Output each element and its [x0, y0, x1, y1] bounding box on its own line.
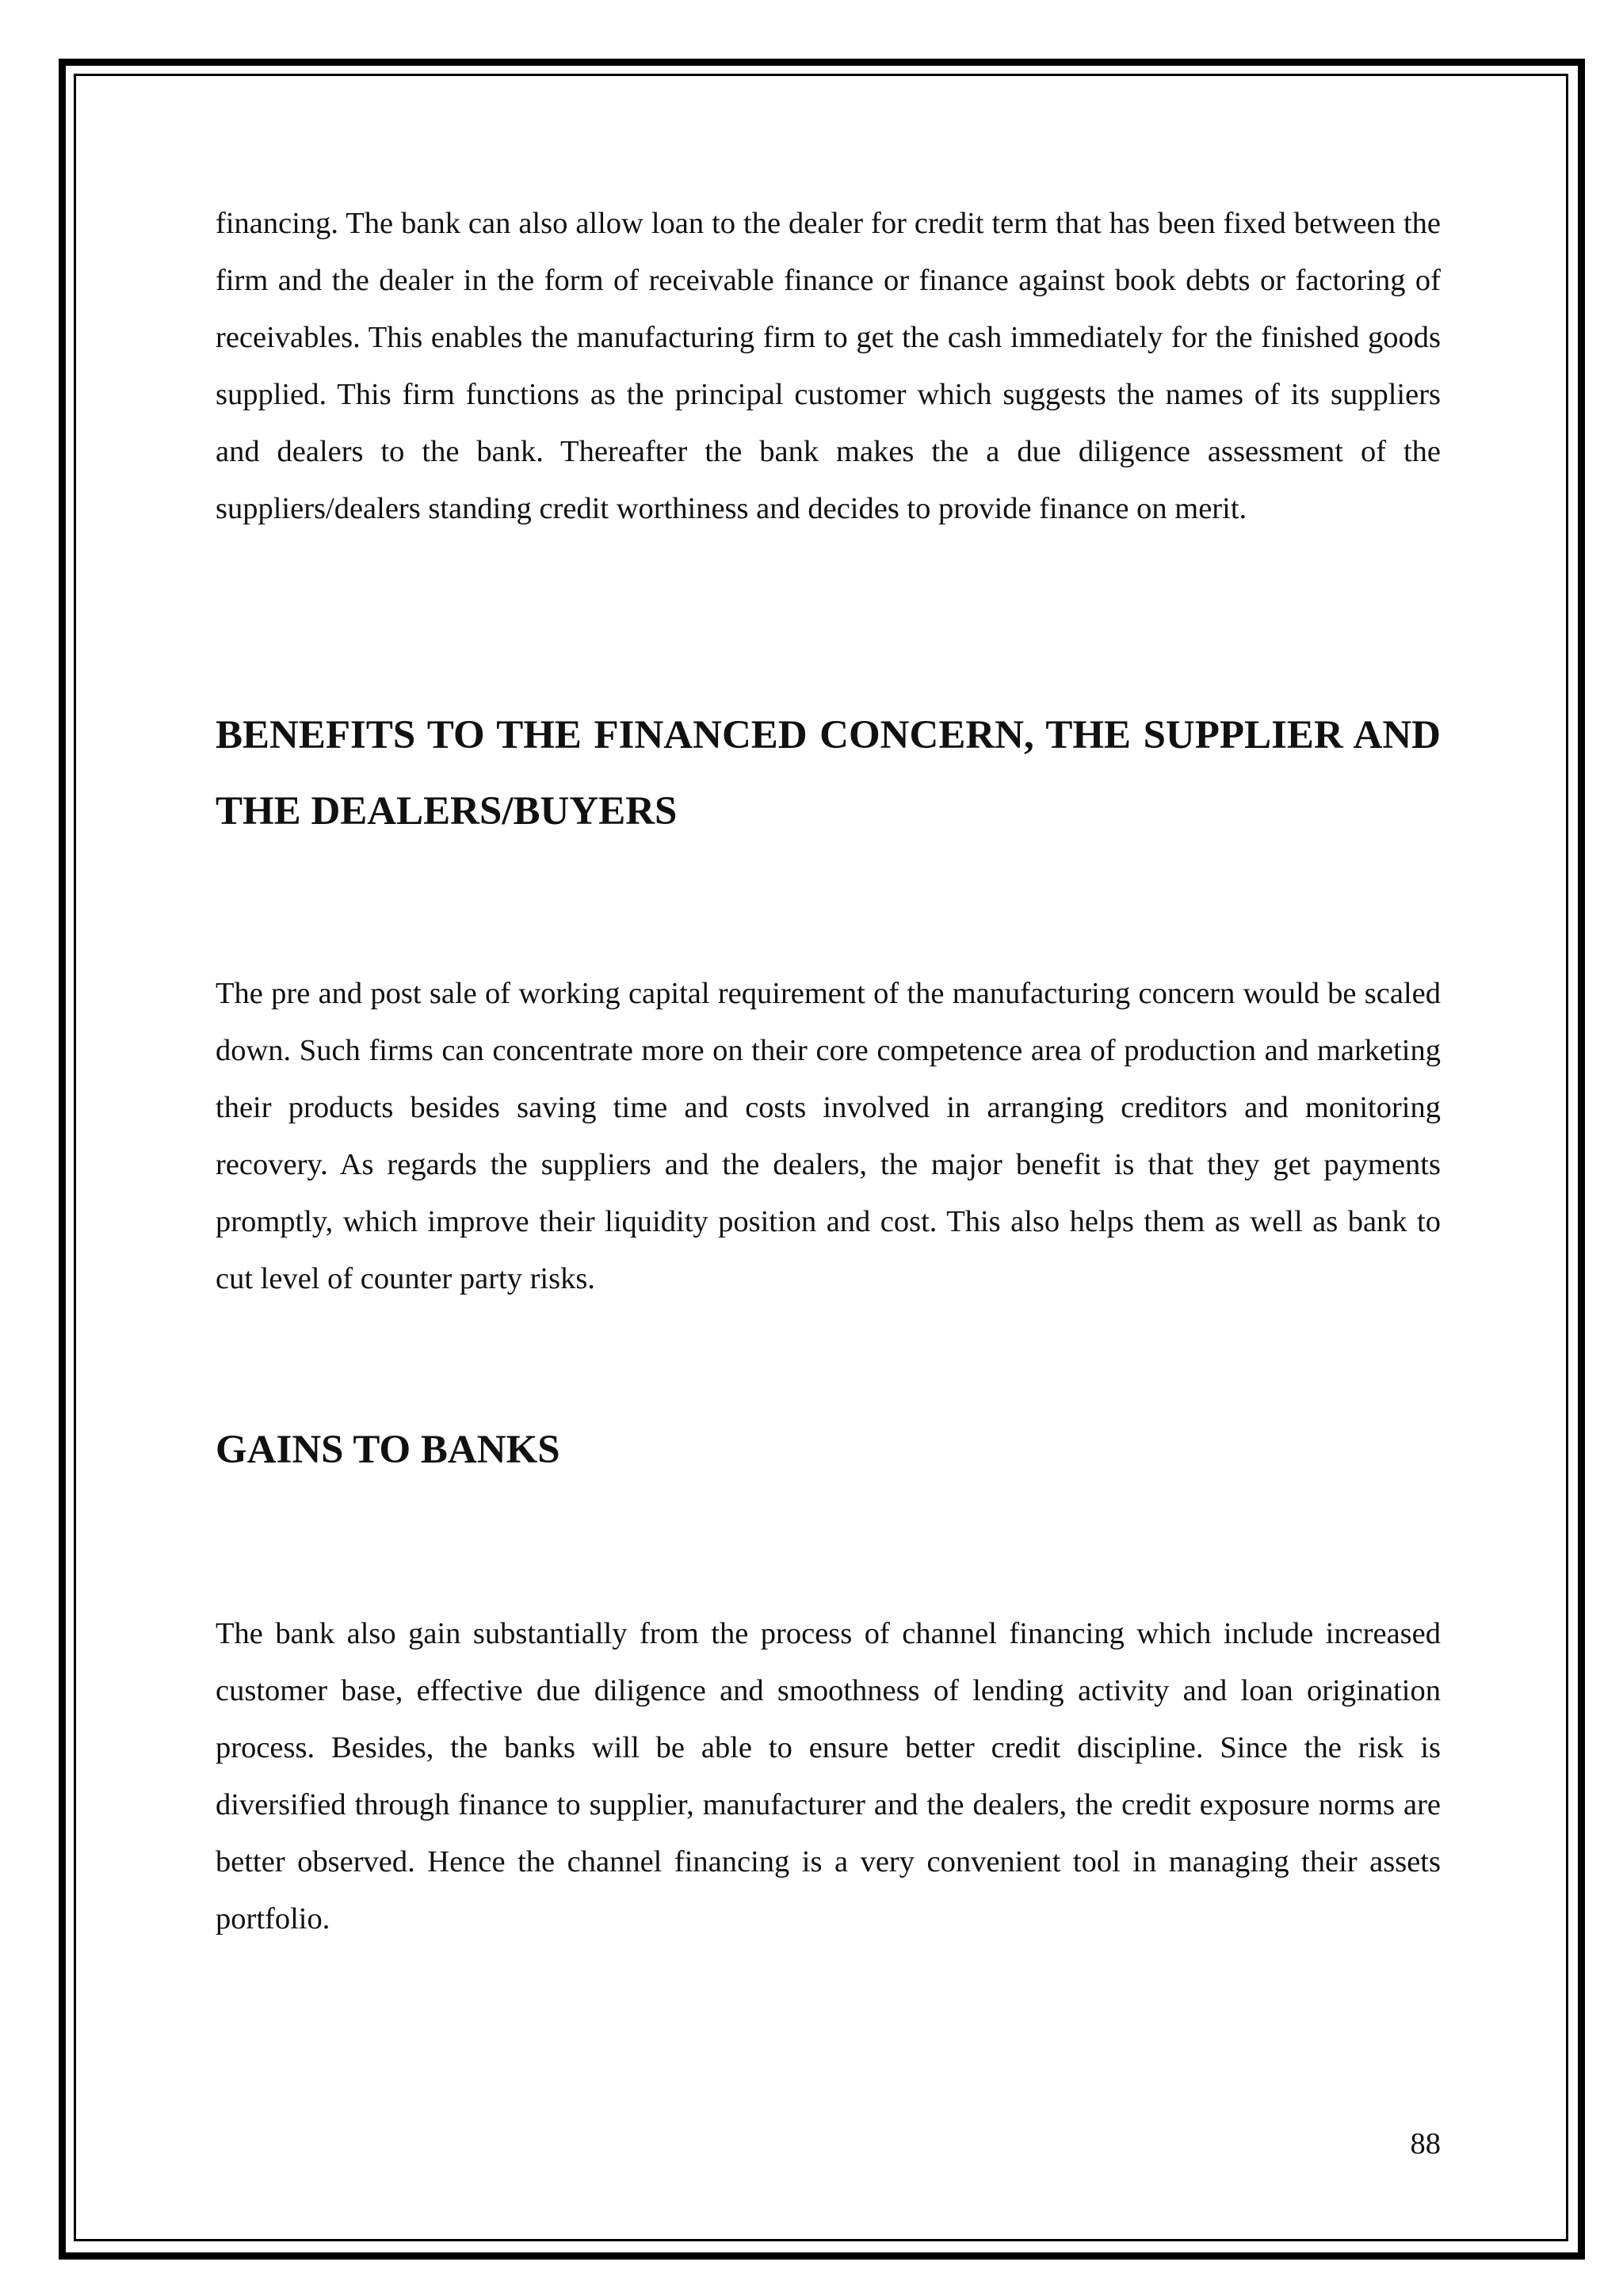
page-number: 88 — [1410, 2127, 1441, 2161]
section-paragraph-benefits: The pre and post sale of working capital requirement of the manufacturing concern would be scaled down. Such firms can concentrate more on their core competence area of production and marketing their products besides saving time and costs involved in arranging creditors and monitoring recovery. As regards the suppliers and the dealers, the major benefit is that they get payments promptly, which improve their liquidity position and cost. This also helps them as well as bank to cut level of counter party risks. — [216, 977, 1441, 1295]
section-heading-benefits: BENEFITS TO THE FINANCED CONCERN, THE SUPPLIER AND THE DEALERS/BUYERS — [216, 713, 1441, 833]
intro-paragraph: financing. The bank can also allow loan to the dealer for credit term that has been fixed between the firm and the dealer in the form of receivable finance or finance against book debts or factoring of receivables. This enables the manufacturing firm to get the cash immediately for the finished goods supplied. This firm functions as the principal customer which suggests the names of its suppliers and dealers to the bank. Thereafter the bank makes the a due diligence assessment of the suppliers/dealers standing credit worthiness and decides to provide finance on merit. — [216, 207, 1441, 525]
section-paragraph-gains: The bank also gain substantially from the process of channel financing which include increased customer base, effective due diligence and smoothness of lending activity and loan origination process. Besides, the banks will be able to ensure better credit discipline. Since the risk is diversified through finance to supplier, manufacturer and the dealers, the credit exposure norms are better observed. Hence the channel financing is a very convenient tool in managing their assets portfolio. — [216, 1617, 1441, 1936]
section-heading-gains: GAINS TO BANKS — [216, 1428, 560, 1472]
